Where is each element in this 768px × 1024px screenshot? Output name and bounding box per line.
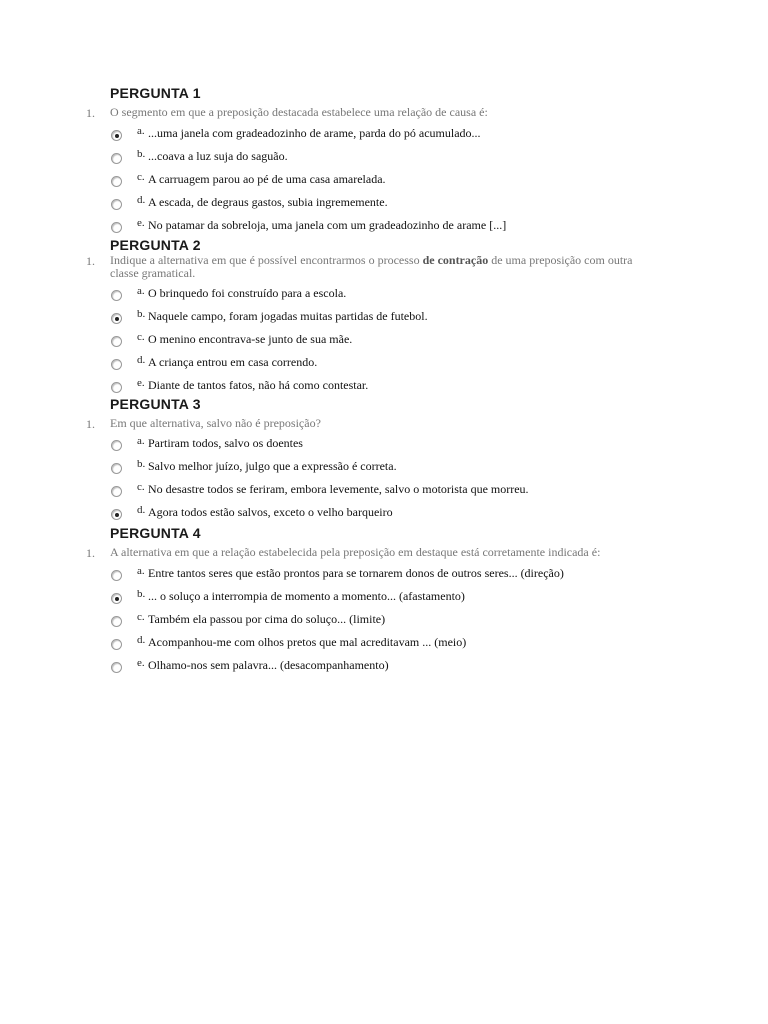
option-text[interactable]: Diante de tantos fatos, não há como contestar. bbox=[148, 378, 369, 392]
option-text[interactable]: ...uma janela com gradeadozinho de arame, parda do pó acumulado... bbox=[148, 126, 481, 140]
option-letter: e. bbox=[137, 217, 145, 229]
question-text bbox=[110, 417, 655, 430]
answer-radio[interactable] bbox=[111, 130, 122, 141]
question-text bbox=[110, 254, 655, 280]
option-letter: d. bbox=[137, 354, 146, 366]
option-letter: d. bbox=[137, 194, 146, 206]
question-number: 1. bbox=[86, 546, 95, 560]
option-letter: b. bbox=[137, 458, 146, 470]
answer-radio[interactable] bbox=[111, 662, 122, 673]
option-text[interactable]: O menino encontrava-se junto de sua mãe. bbox=[148, 332, 353, 346]
option-text[interactable]: Acompanhou-me com olhos pretos que mal acreditavam ... (meio) bbox=[148, 635, 467, 649]
answer-radio[interactable] bbox=[111, 153, 122, 164]
answer-radio[interactable] bbox=[111, 509, 122, 520]
option-text[interactable]: Partiram todos, salvo os doentes bbox=[148, 436, 303, 450]
question-text bbox=[110, 546, 655, 559]
question-number: 1. bbox=[86, 106, 95, 120]
option-text[interactable]: No patamar da sobreloja, uma janela com um gradeadozinho de arame [...] bbox=[148, 218, 507, 232]
option-text[interactable]: Também ela passou por cima do soluço... (limite) bbox=[148, 612, 386, 626]
answer-radio[interactable] bbox=[111, 199, 122, 210]
option-text[interactable]: Agora todos estão salvos, exceto o velho barqueiro bbox=[148, 505, 393, 519]
answer-radio[interactable] bbox=[111, 359, 122, 370]
option-text[interactable]: No desastre todos se feriram, embora levemente, salvo o motorista que morreu. bbox=[148, 482, 529, 496]
question-number: 1. bbox=[86, 254, 95, 268]
option-letter: b. bbox=[137, 588, 146, 600]
answer-radio[interactable] bbox=[111, 222, 122, 233]
option-text[interactable]: A criança entrou em casa correndo. bbox=[148, 355, 318, 369]
option-text[interactable]: ...coava a luz suja do saguão. bbox=[148, 149, 288, 163]
question-title: PERGUNTA 1 bbox=[110, 85, 201, 101]
question-title: PERGUNTA 3 bbox=[110, 396, 201, 412]
option-letter: b. bbox=[137, 308, 146, 320]
answer-radio[interactable] bbox=[111, 639, 122, 650]
answer-radio[interactable] bbox=[111, 570, 122, 581]
option-letter: d. bbox=[137, 504, 146, 516]
option-letter: d. bbox=[137, 634, 146, 646]
question-text bbox=[110, 106, 655, 119]
question-number: 1. bbox=[86, 417, 95, 431]
option-letter: a. bbox=[137, 435, 145, 447]
option-letter: e. bbox=[137, 657, 145, 669]
option-text[interactable]: Naquele campo, foram jogadas muitas partidas de futebol. bbox=[148, 309, 428, 323]
answer-radio[interactable] bbox=[111, 382, 122, 393]
option-letter: a. bbox=[137, 125, 145, 137]
option-letter: a. bbox=[137, 285, 145, 297]
question-text-part: de uma preposição com outra classe gramatical. bbox=[110, 253, 633, 280]
answer-radio[interactable] bbox=[111, 486, 122, 497]
question-title: PERGUNTA 2 bbox=[110, 237, 201, 253]
answer-radio[interactable] bbox=[111, 176, 122, 187]
option-letter: e. bbox=[137, 377, 145, 389]
question-text-part: Em que alternativa, salvo não é preposição? bbox=[110, 416, 321, 430]
answer-radio[interactable] bbox=[111, 593, 122, 604]
question-text-emphasis: de contração bbox=[422, 253, 489, 267]
answer-radio[interactable] bbox=[111, 463, 122, 474]
option-text[interactable]: ... o soluço a interrompia de momento a momento... (afastamento) bbox=[148, 589, 465, 603]
option-text[interactable]: A escada, de degraus gastos, subia ingrememente. bbox=[148, 195, 388, 209]
option-letter: c. bbox=[137, 481, 145, 493]
option-letter: c. bbox=[137, 611, 145, 623]
option-text[interactable]: O brinquedo foi construído para a escola. bbox=[148, 286, 347, 300]
option-text[interactable]: Salvo melhor juízo, julgo que a expressão é correta. bbox=[148, 459, 397, 473]
option-letter: c. bbox=[137, 171, 145, 183]
question-title: PERGUNTA 4 bbox=[110, 525, 201, 541]
question-text-part: A alternativa em que a relação estabelecida pela preposição em destaque está corretamente indicada é: bbox=[110, 545, 601, 559]
option-letter: c. bbox=[137, 331, 145, 343]
question-text-part: Indique a alternativa em que é possível encontrarmos o processo bbox=[110, 253, 423, 267]
option-text[interactable]: A carruagem parou ao pé de uma casa amarelada. bbox=[148, 172, 386, 186]
answer-radio[interactable] bbox=[111, 290, 122, 301]
answer-radio[interactable] bbox=[111, 616, 122, 627]
answer-radio[interactable] bbox=[111, 440, 122, 451]
option-text[interactable]: Entre tantos seres que estão prontos para se tornarem donos de outros seres... (direção) bbox=[148, 566, 564, 580]
option-letter: b. bbox=[137, 148, 146, 160]
answer-radio[interactable] bbox=[111, 313, 122, 324]
question-text-part: O segmento em que a preposição destacada estabelece uma relação de causa é: bbox=[110, 105, 488, 119]
option-letter: a. bbox=[137, 565, 145, 577]
answer-radio[interactable] bbox=[111, 336, 122, 347]
option-text[interactable]: Olhamo-nos sem palavra... (desacompanhamento) bbox=[148, 658, 389, 672]
